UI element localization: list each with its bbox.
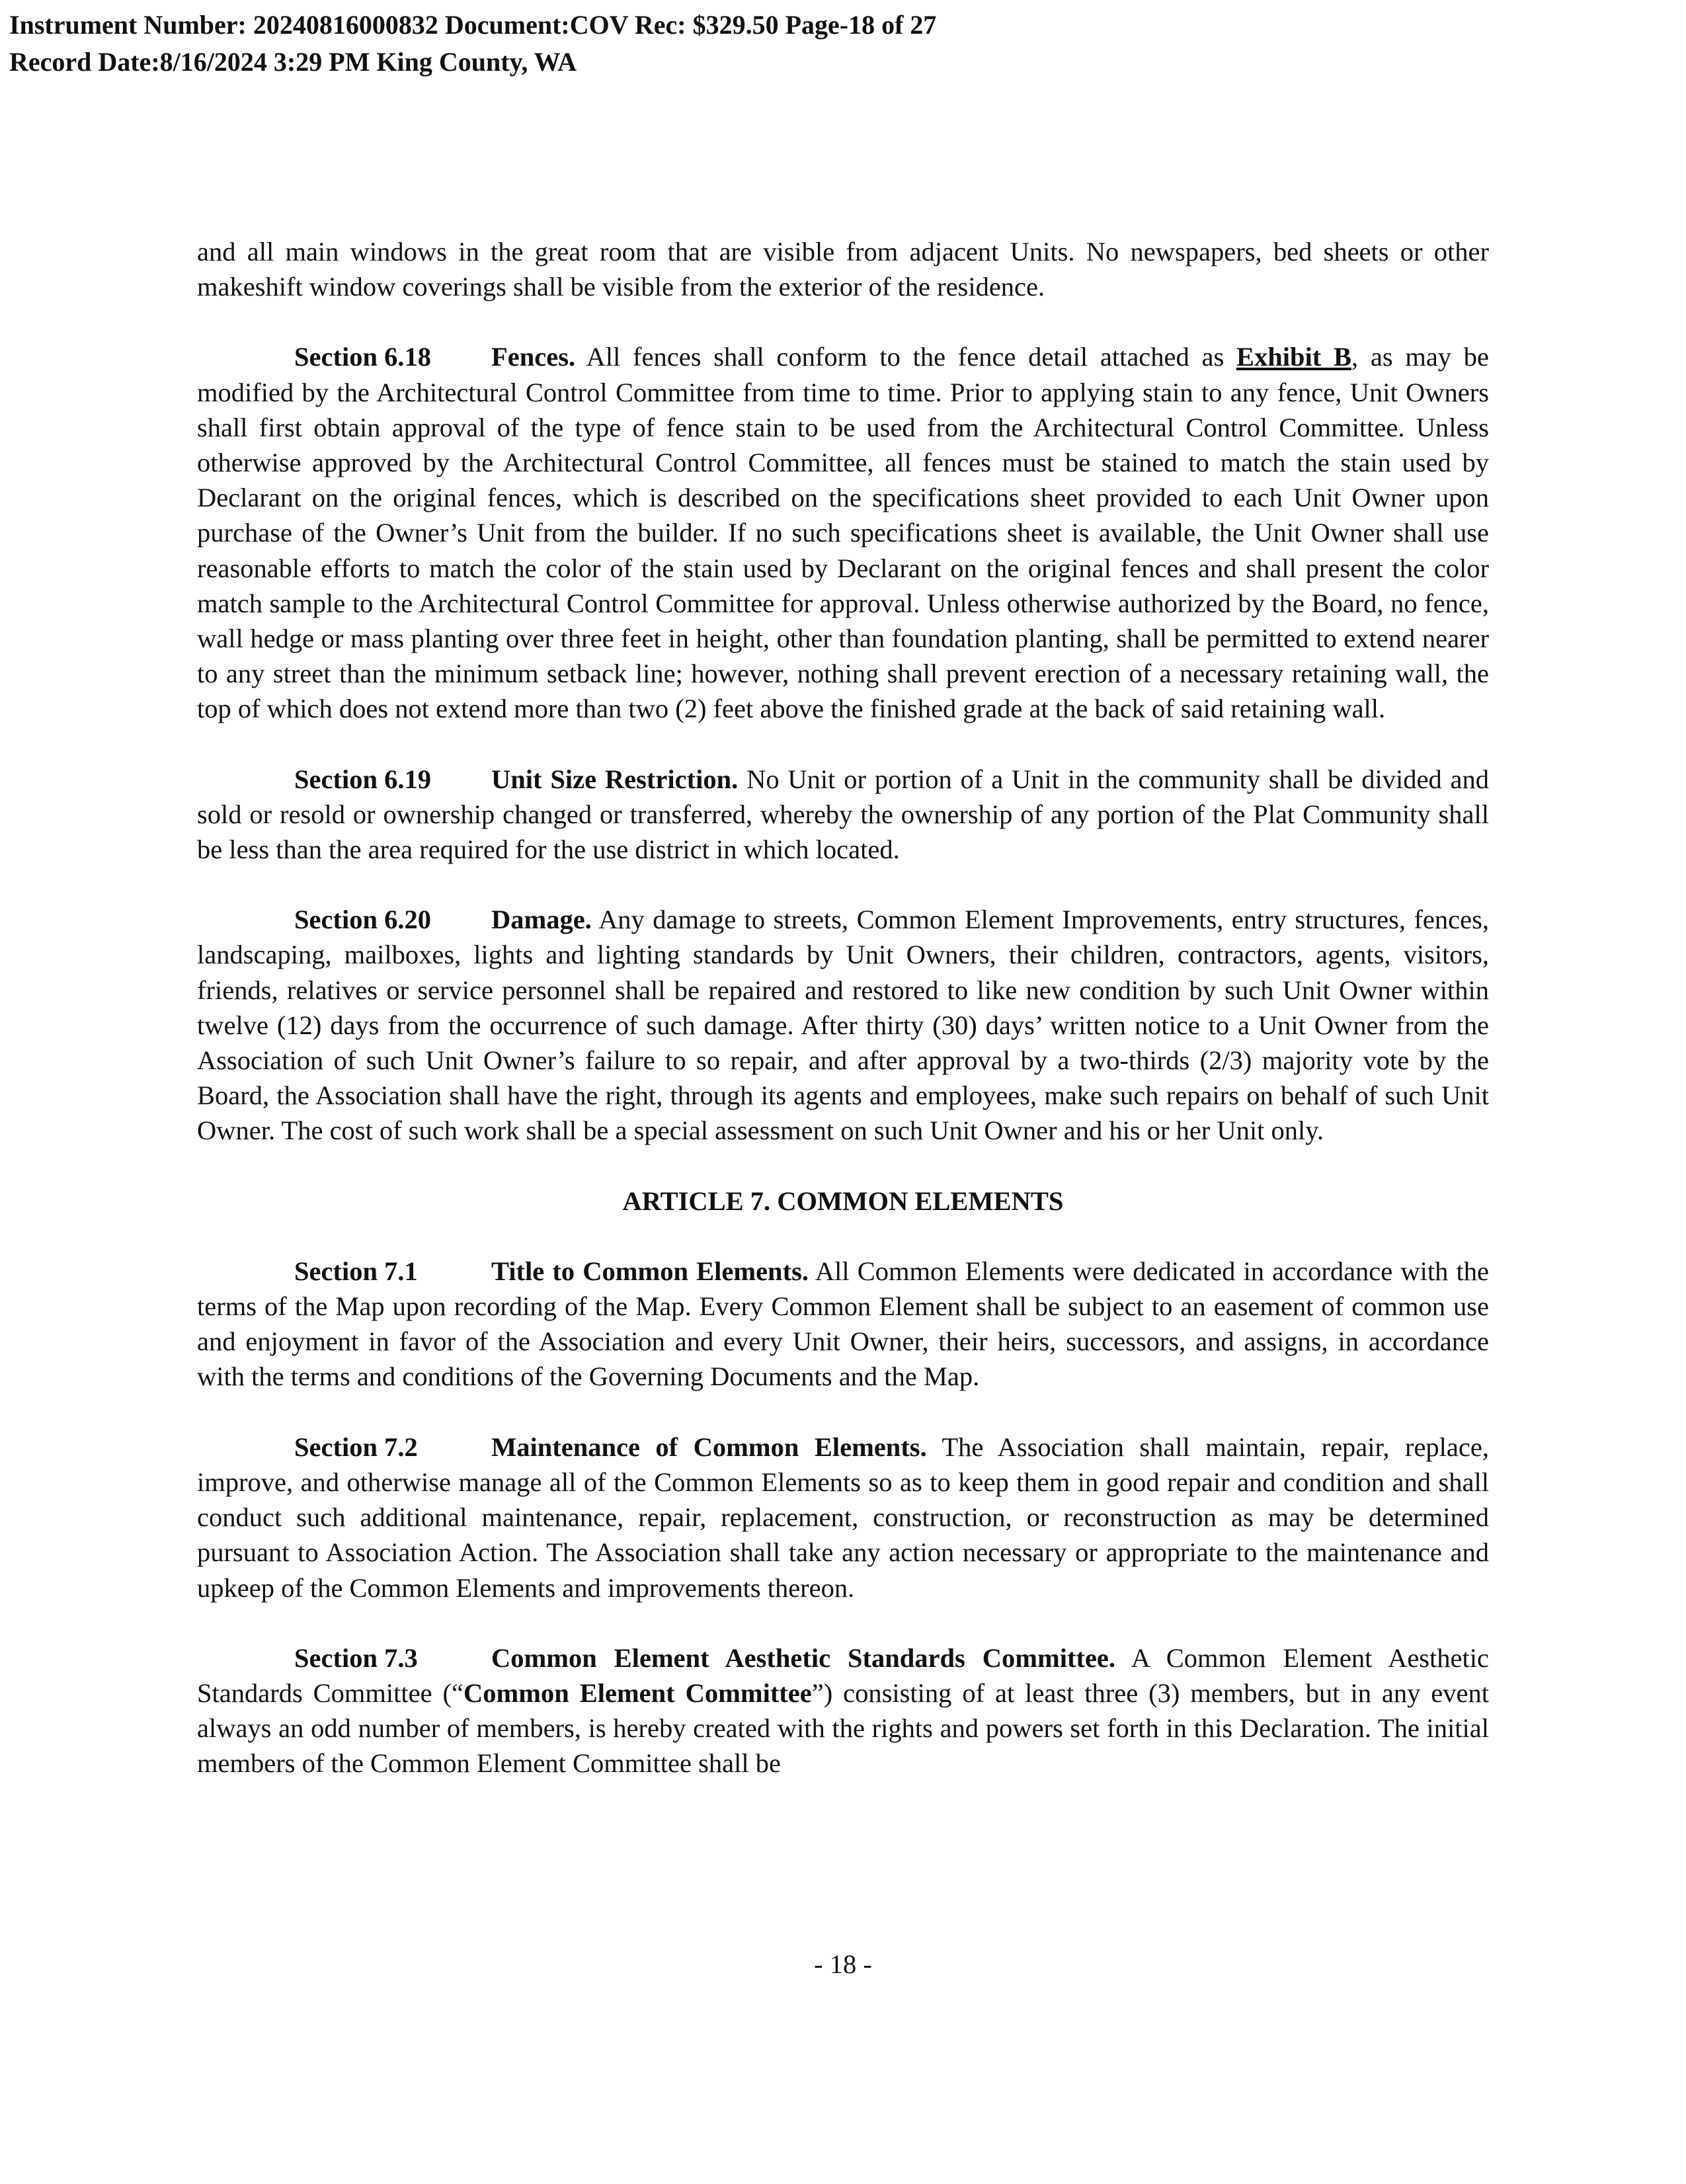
section-6-19 xyxy=(197,762,1489,868)
section-number: Section 6.18 xyxy=(294,342,431,372)
section-number: Section 6.19 xyxy=(294,764,431,794)
section-number: Section 6.20 xyxy=(294,905,431,935)
section-text: All fences shall conform to the fence detail attached as xyxy=(586,342,1224,372)
continuation-paragraph: and all main windows in the great room that are visible from adjacent Units. No newspapers, bed sheets or other makeshift window coverings shall be visible from the exterior of the residence. xyxy=(197,237,1489,302)
section-6-18 xyxy=(197,339,1489,726)
section-number: Section 7.1 xyxy=(294,1256,418,1286)
section-number: Section 7.3 xyxy=(294,1642,418,1673)
recording-header xyxy=(9,7,936,81)
section-number: Section 7.2 xyxy=(294,1432,418,1462)
section-title: Unit Size Restriction. xyxy=(491,764,739,794)
section-text: The Association shall maintain, repair, replace, improve, and otherwise manage all of the Common Elements so as to keep them in good repair and condition and shall conduct such additional maintenance, repair, replacement, construction, or reconstruction as may be determined pursuant to Association Action. The Association shall take any action necessary or appropriate to the maintenance and upkeep of the Common Elements and improvements thereon. xyxy=(197,1432,1489,1603)
section-title: Title to Common Elements. xyxy=(491,1256,809,1286)
section-6-20 xyxy=(197,902,1489,1148)
section-text-continued: ”) consisting of at least three (3) members, but in any event always an odd number of members, is hereby created with the rights and powers set forth in this Declaration. The initial members of the Common Element Committee shall be xyxy=(197,1678,1490,1779)
section-text: Any damage to streets, Common Element Improvements, entry structures, fences, landscaping, mailboxes, lights and lighting standards by Unit Owners, their children, contractors, agents, visitors, friends, relatives or service personnel shall be repaired and restored to like new condition by such Unit Owner within twelve (12) days from the occurrence of such damage. After thirty (30) days’ written notice to a Unit Owner from the Association of such Unit Owner’s failure to so repair, and after approval by a two-thirds (2/3) majority vote by the Board, the Association shall have the right, through its agents and employees, make such repairs on behalf of such Unit Owner. The cost of such work shall be a special assessment on such Unit Owner and his or her Unit only. xyxy=(197,905,1489,1146)
document-body xyxy=(197,234,1489,1816)
section-title: Damage. xyxy=(491,905,592,935)
exhibit-b-reference: Exhibit B xyxy=(1236,342,1352,372)
section-text: No Unit or portion of a Unit in the community shall be divided and sold or resold or ownership changed or transferred, whereby the ownership of any portion of the Plat Community shall be less than the area required for the use district in which located. xyxy=(197,764,1490,865)
section-7-2 xyxy=(197,1430,1489,1605)
article-7-heading: ARTICLE 7. COMMON ELEMENTS xyxy=(622,1186,1064,1216)
section-title: Maintenance of Common Elements. xyxy=(491,1432,927,1462)
section-text-continued: , as may be modified by the Architectural Control Committee from time to time. Prior to applying stain to any fence, Unit Owners shall first obtain approval of the type of fence stain to be used from the Architectural Control Committee. Unless otherwise approved by the Architectural Control Committee, all fences must be stained to match the stain used by Declarant on the original fences, which is described on the specifications sheet provided to each Unit Owner upon purchase of the Owner’s Unit from the builder. If no such specifications sheet is available, the Unit Owner shall use reasonable efforts to match the color of the stain used by Declarant on the original fences and shall present the color match sample to the Architectural Control Committee for approval. Unless otherwise authorized by the Board, no fence, wall hedge or mass planting over three feet in height, other than foundation planting, shall be permitted to extend nearer to any street than the minimum setback line; however, nothing shall prevent erection of a necessary retaining wall, the top of which does not extend more than two (2) feet above the finished grade at the back of said retaining wall. xyxy=(197,342,1490,724)
section-title: Fences. xyxy=(491,342,576,372)
section-7-1 xyxy=(197,1254,1489,1395)
recording-header-instrument-line: Instrument Number: 20240816000832 Document:COV Rec: $329.50 Page-18 of 27 xyxy=(9,10,937,40)
section-text: A Common Element Aesthetic Standards Committee (“ xyxy=(197,1642,1490,1708)
page-number: - 18 - xyxy=(814,1949,872,1979)
recording-header-record-date-line: Record Date:8/16/2024 3:29 PM King County, WA xyxy=(9,47,577,77)
section-7-3 xyxy=(197,1640,1489,1781)
defined-term-common-element-committee: Common Element Committee xyxy=(463,1678,812,1708)
section-text: All Common Elements were dedicated in accordance with the terms of the Map upon recording of the Map. Every Common Element shall be subject to an easement of common use and enjoyment in favor of the Association and every Unit Owner, their heirs, successors, and assigns, in accordance with the terms and conditions of the Governing Documents and the Map. xyxy=(197,1256,1489,1392)
section-title: Common Element Aesthetic Standards Committee. xyxy=(491,1642,1116,1673)
